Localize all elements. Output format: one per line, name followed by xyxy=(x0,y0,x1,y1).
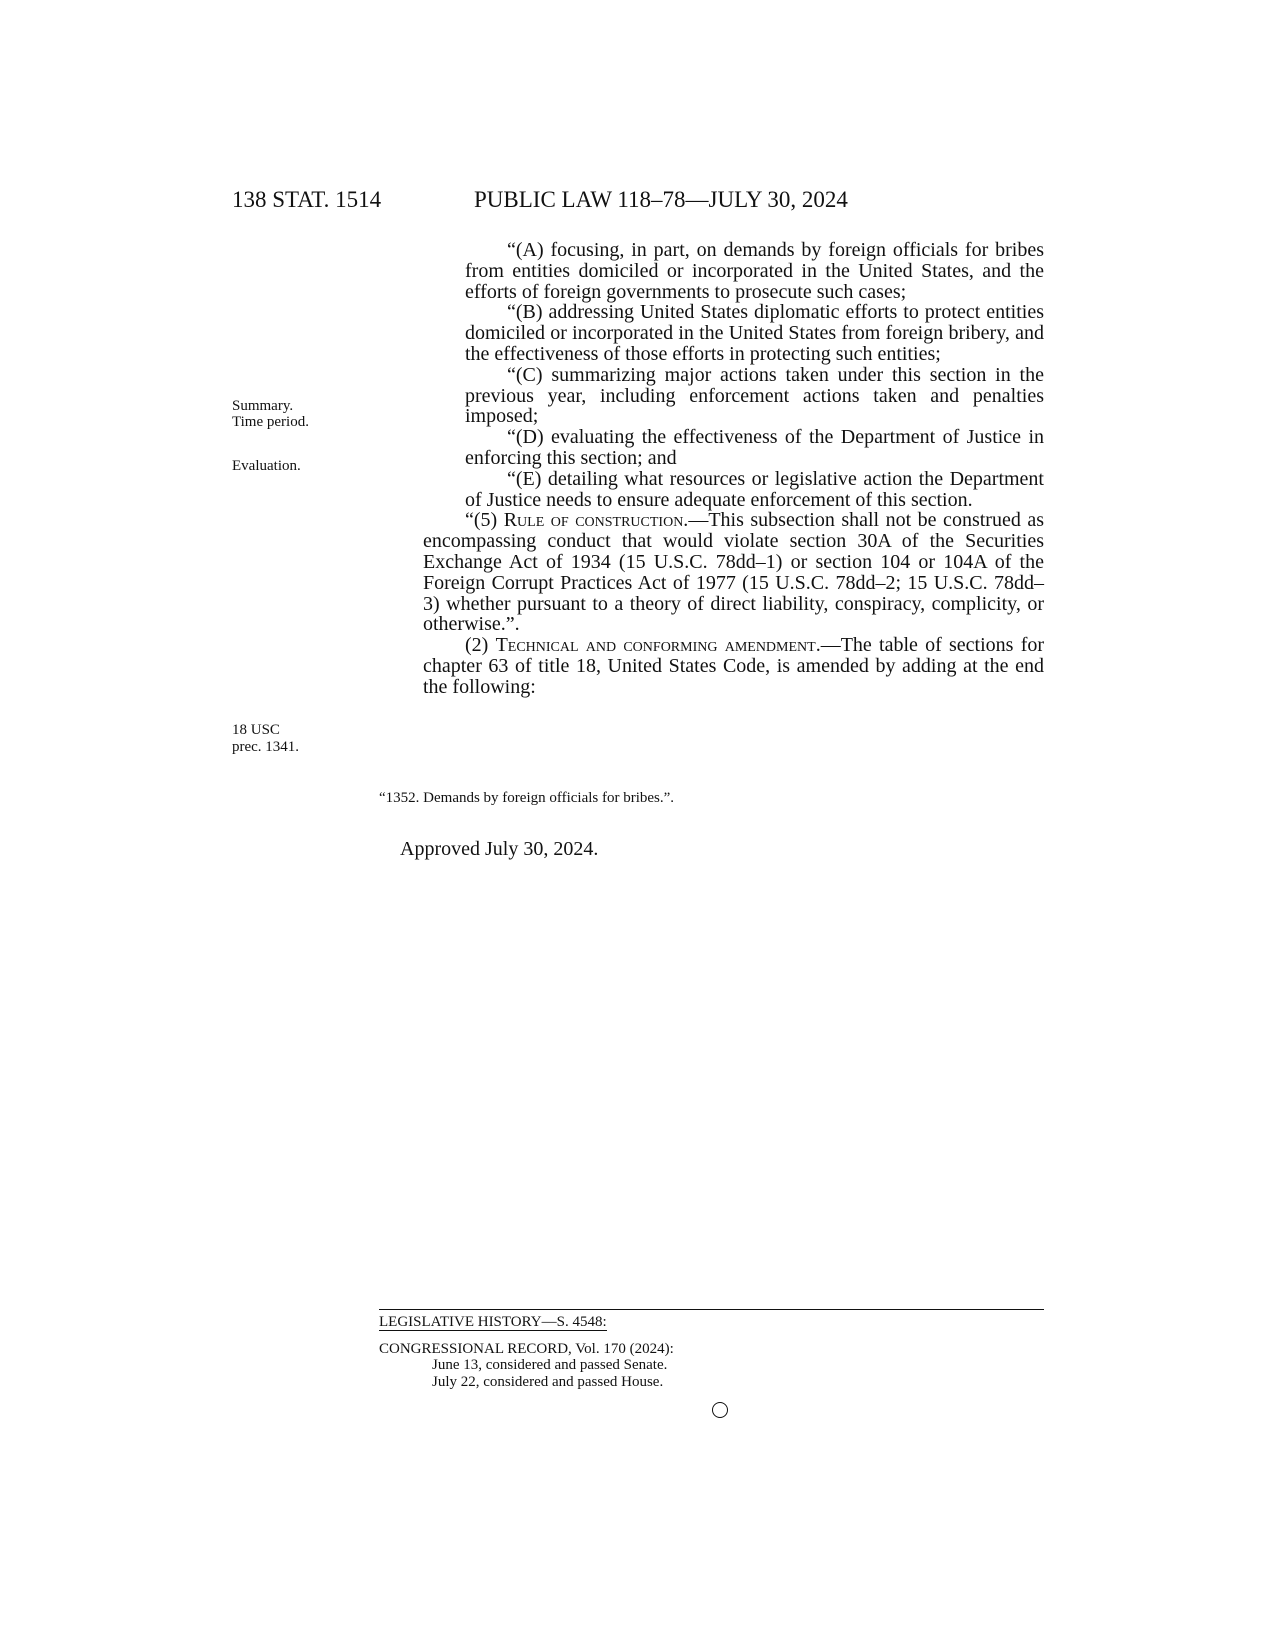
paragraph-2-prefix: (2) xyxy=(465,634,496,657)
subparagraph-b: “(B) addressing United States diplomatic efforts to protect entities domiciled or incorporated in the United States from foreign bribery, and the effectiveness of those efforts in protecting such entities; xyxy=(465,301,1044,365)
margin-note-usc-ref-line-1: 18 USC xyxy=(232,722,280,738)
legislative-history-title xyxy=(379,1314,607,1331)
end-mark-circle-icon xyxy=(712,1402,728,1418)
margin-note-summary: Summary. xyxy=(232,398,294,414)
approval-date: Approved July 30, 2024. xyxy=(400,838,599,860)
congressional-record: CONGRESSIONAL RECORD, Vol. 170 (2024): xyxy=(379,1341,674,1357)
statute-body xyxy=(423,240,1044,698)
margin-note-evaluation: Evaluation. xyxy=(232,458,301,474)
paragraph-5 xyxy=(423,510,1044,635)
stat-citation: 138 STAT. 1514 xyxy=(232,187,382,212)
paragraph-5-prefix: “(5) xyxy=(465,509,504,532)
running-head: PUBLIC LAW 118–78—JULY 30, 2024 xyxy=(474,187,848,212)
legislative-history-title-text: LEGISLATIVE HISTORY—S. 4548: xyxy=(379,1314,607,1330)
history-entry-house: July 22, considered and passed House. xyxy=(432,1374,664,1390)
paragraph-2-text: —The table of sections for chapter 63 of title 18, United States Code, is amended by adding at the end the following: xyxy=(423,634,1045,698)
paragraph-5-text: —This subsection shall not be construed as encompassing conduct that would violate section 30A of the Securities Exchange Act of 1934 (15 U.S.C. 78dd–1) or section 104 or 104A of the Foreign Corrupt Practices Act of 1977 (15 U.S.C. 78dd–2; 15 U.S.C. 78dd–3) whether pursuant to a theory of direct liability, conspiracy, complicity, or otherwise.”. xyxy=(423,509,1044,636)
footer-divider xyxy=(379,1309,1044,1310)
subparagraph-c: “(C) summarizing major actions taken under this section in the previous year, including enforcement actions taken and penalties imposed; xyxy=(465,363,1044,428)
history-entry-senate: June 13, considered and passed Senate. xyxy=(432,1357,668,1373)
margin-note-time-period: Time period. xyxy=(232,414,309,430)
margin-note-usc-ref-line-2: prec. 1341. xyxy=(232,739,300,755)
table-of-sections-entry: “1352. Demands by foreign officials for bribes.”. xyxy=(379,790,675,806)
subparagraph-a: “(A) focusing, in part, on demands by foreign officials for bribes from entities domiciled or incorporated in the United States, and the efforts of foreign governments to prosecute such cases; xyxy=(465,239,1044,303)
paragraph-2 xyxy=(423,635,1044,697)
paragraph-5-heading: Rule of construction. xyxy=(503,509,689,532)
subparagraph-e: “(E) detailing what resources or legislative action the Department of Justice needs to ensure adequate enforcement of this section. xyxy=(465,467,1044,511)
paragraph-2-heading: Technical and conforming amendment. xyxy=(495,634,821,657)
subparagraph-d: “(D) evaluating the effectiveness of the Department of Justice in enforcing this section; and xyxy=(465,426,1044,469)
